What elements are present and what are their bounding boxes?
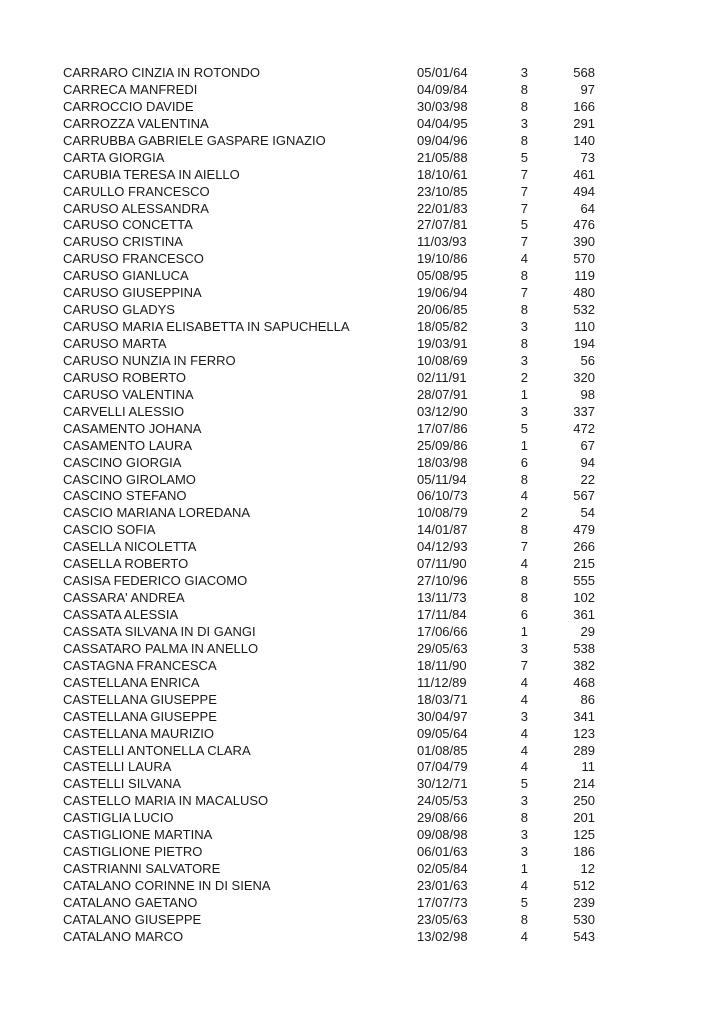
table-row [63, 793, 597, 810]
record-number: 12 [580, 861, 595, 877]
person-name: CASCINO GIROLAMO [63, 471, 196, 487]
person-name: CARUSO ALESSANDRA [63, 200, 209, 216]
table-row [63, 82, 597, 99]
record-number: 382 [573, 657, 595, 673]
person-name: CASTIGLIA LUCIO [63, 810, 174, 826]
table-row [63, 133, 597, 150]
person-name: CARUSO ROBERTO [63, 369, 187, 385]
group-number: 3 [520, 708, 528, 724]
table-row [63, 150, 597, 167]
group-number: 3 [520, 352, 528, 368]
person-name: CASTELLANA MAURIZIO [63, 725, 214, 741]
person-name: CASTELLI LAURA [63, 759, 172, 775]
record-number: 480 [573, 285, 595, 301]
record-number: 64 [580, 200, 595, 216]
record-number: 97 [580, 81, 595, 97]
person-name: CARRECA MANFREDI [63, 81, 198, 97]
birth-date: 18/03/98 [417, 454, 468, 470]
person-name: CASELLA ROBERTO [63, 556, 189, 572]
person-name: CARTA GIORGIA [63, 149, 165, 165]
records-table [63, 65, 597, 946]
table-row [63, 929, 597, 946]
birth-date: 02/11/91 [417, 369, 467, 385]
birth-date: 30/04/97 [417, 708, 468, 724]
group-number: 8 [520, 268, 528, 284]
group-number: 7 [520, 183, 528, 199]
group-number: 6 [520, 454, 528, 470]
person-name: CARUSO GIUSEPPINA [63, 285, 202, 301]
table-row [63, 810, 597, 827]
birth-date: 17/06/66 [417, 623, 468, 639]
record-number: 119 [574, 268, 595, 284]
birth-date: 07/04/79 [417, 759, 468, 775]
table-row [63, 522, 597, 539]
table-row [63, 726, 597, 743]
group-number: 5 [520, 149, 528, 165]
group-number: 7 [520, 657, 528, 673]
table-row [63, 692, 597, 709]
record-number: 567 [573, 488, 595, 504]
table-row [63, 912, 597, 929]
birth-date: 04/12/93 [417, 539, 468, 555]
birth-date: 09/05/64 [417, 725, 468, 741]
birth-date: 30/03/98 [417, 98, 468, 114]
group-number: 7 [520, 539, 528, 555]
record-number: 125 [573, 827, 595, 843]
table-row [63, 285, 597, 302]
group-number: 4 [520, 878, 528, 893]
birth-date: 29/05/63 [417, 640, 468, 656]
birth-date: 18/05/82 [417, 319, 468, 335]
record-number: 239 [573, 894, 595, 910]
person-name: CARUSO CONCETTA [63, 217, 193, 233]
table-row [63, 658, 597, 675]
group-number: 2 [520, 369, 528, 385]
record-number: 289 [573, 742, 595, 758]
table-row [63, 624, 597, 641]
person-name: CASCINO STEFANO [63, 488, 187, 504]
record-number: 538 [573, 640, 595, 656]
group-number: 8 [520, 336, 528, 351]
person-name: CARUSO VALENTINA [63, 386, 194, 402]
group-number: 1 [520, 623, 528, 639]
record-number: 11 [581, 759, 595, 775]
person-name: CARUSO GLADYS [63, 302, 175, 318]
birth-date: 27/10/96 [417, 573, 468, 589]
person-name: CASTELLO MARIA IN MACALUSO [63, 793, 269, 809]
person-name: CASTELLI ANTONELLA CLARA [63, 742, 251, 758]
group-number: 8 [520, 810, 528, 826]
table-row [63, 539, 597, 556]
group-number: 8 [520, 81, 528, 97]
record-number: 341 [573, 708, 595, 724]
group-number: 4 [520, 488, 528, 504]
person-name: CASTIGLIONE MARTINA [63, 827, 213, 843]
birth-date: 10/08/69 [417, 352, 468, 368]
birth-date: 02/05/84 [417, 861, 468, 877]
table-row [63, 573, 597, 590]
record-number: 361 [573, 607, 595, 622]
record-number: 337 [573, 403, 595, 419]
record-number: 291 [573, 115, 595, 131]
person-name: CARUSO GIANLUCA [63, 268, 189, 284]
person-name: CASELLA NICOLETTA [63, 539, 197, 555]
person-name: CATALANO GIUSEPPE [63, 911, 202, 927]
record-number: 479 [573, 522, 595, 538]
person-name: CARUBIA TERESA IN AIELLO [63, 166, 240, 182]
table-row [63, 404, 597, 421]
person-name: CASTRIANNI SALVATORE [63, 861, 221, 877]
group-number: 4 [520, 251, 528, 267]
table-row [63, 167, 597, 184]
record-number: 555 [573, 573, 595, 589]
record-number: 214 [573, 776, 595, 792]
birth-date: 03/12/90 [417, 403, 468, 419]
group-number: 3 [520, 793, 528, 809]
person-name: CASSARA' ANDREA [63, 590, 185, 606]
table-row [63, 336, 597, 353]
record-number: 140 [573, 132, 595, 148]
group-number: 3 [520, 827, 528, 843]
group-number: 4 [520, 742, 528, 758]
person-name: CATALANO GAETANO [63, 894, 198, 910]
record-number: 512 [573, 878, 595, 893]
birth-date: 05/11/94 [417, 471, 467, 487]
person-name: CASTELLANA GIUSEPPE [63, 691, 217, 707]
record-number: 86 [580, 691, 595, 707]
group-number: 3 [520, 115, 528, 131]
birth-date: 17/11/84 [417, 607, 467, 622]
birth-date: 21/05/88 [417, 149, 468, 165]
group-number: 8 [520, 573, 528, 589]
group-number: 8 [520, 522, 528, 538]
person-name: CASTAGNA FRANCESCA [63, 657, 217, 673]
record-number: 54 [580, 505, 595, 521]
birth-date: 13/11/73 [417, 590, 467, 606]
table-row [63, 302, 597, 319]
birth-date: 17/07/73 [417, 894, 468, 910]
birth-date: 11/12/89 [417, 674, 467, 690]
record-number: 532 [573, 302, 595, 318]
table-row [63, 844, 597, 861]
birth-date: 19/03/91 [417, 336, 468, 351]
record-number: 29 [580, 623, 595, 639]
record-number: 461 [573, 166, 595, 182]
group-number: 3 [520, 319, 528, 335]
table-row [63, 251, 597, 268]
birth-date: 23/01/63 [417, 878, 468, 893]
group-number: 4 [520, 759, 528, 775]
table-row [63, 895, 597, 912]
record-number: 22 [580, 471, 595, 487]
table-row [63, 743, 597, 760]
record-number: 73 [580, 149, 595, 165]
birth-date: 14/01/87 [417, 522, 468, 538]
person-name: CASTELLANA ENRICA [63, 674, 200, 690]
birth-date: 23/05/63 [417, 911, 468, 927]
person-name: CASTELLANA GIUSEPPE [63, 708, 217, 724]
person-name: CARUSO MARTA [63, 336, 167, 351]
record-number: 94 [580, 454, 595, 470]
person-name: CASCIO MARIANA LOREDANA [63, 505, 251, 521]
table-row [63, 319, 597, 336]
table-row [63, 878, 597, 895]
record-number: 320 [573, 369, 595, 385]
group-number: 8 [520, 911, 528, 927]
birth-date: 06/01/63 [417, 844, 468, 860]
table-row [63, 709, 597, 726]
table-row [63, 827, 597, 844]
person-name: CARUSO FRANCESCO [63, 251, 204, 267]
birth-date: 23/10/85 [417, 183, 468, 199]
birth-date: 18/03/71 [417, 691, 468, 707]
group-number: 6 [520, 607, 528, 622]
record-number: 530 [573, 911, 595, 927]
birth-date: 19/06/94 [417, 285, 468, 301]
record-number: 186 [573, 844, 595, 860]
group-number: 7 [520, 200, 528, 216]
table-row [63, 759, 597, 776]
birth-date: 18/10/61 [417, 166, 468, 182]
group-number: 5 [520, 420, 528, 436]
birth-date: 17/07/86 [417, 420, 468, 436]
table-row [63, 387, 597, 404]
birth-date: 22/01/83 [417, 200, 468, 216]
table-row [63, 607, 597, 624]
table-row [63, 353, 597, 370]
record-number: 123 [573, 725, 595, 741]
birth-date: 01/08/85 [417, 742, 468, 758]
person-name: CASSATA SILVANA IN DI GANGI [63, 623, 256, 639]
person-name: CARROCCIO DAVIDE [63, 98, 194, 114]
group-number: 4 [520, 928, 528, 944]
group-number: 5 [520, 776, 528, 792]
group-number: 8 [520, 132, 528, 148]
birth-date: 24/05/53 [417, 793, 468, 809]
table-row [63, 505, 597, 522]
table-row [63, 438, 597, 455]
table-row [63, 421, 597, 438]
table-row [63, 99, 597, 116]
person-name: CARUSO CRISTINA [63, 234, 183, 250]
table-row [63, 217, 597, 234]
record-number: 472 [573, 420, 595, 436]
record-number: 543 [573, 928, 595, 944]
person-name: CARUSO MARIA ELISABETTA IN SAPUCHELLA [63, 319, 350, 335]
group-number: 8 [520, 302, 528, 318]
record-number: 166 [573, 98, 595, 114]
person-name: CASCIO SOFIA [63, 522, 156, 538]
record-number: 568 [573, 65, 595, 80]
group-number: 1 [520, 437, 528, 453]
table-row [63, 488, 597, 505]
group-number: 2 [520, 505, 528, 521]
table-row [63, 776, 597, 793]
birth-date: 09/04/96 [417, 132, 468, 148]
birth-date: 25/09/86 [417, 437, 468, 453]
group-number: 3 [520, 65, 528, 80]
record-number: 56 [580, 352, 595, 368]
record-number: 194 [573, 336, 595, 351]
group-number: 3 [520, 403, 528, 419]
person-name: CASCINO GIORGIA [63, 454, 182, 470]
birth-date: 04/04/95 [417, 115, 468, 131]
birth-date: 09/08/98 [417, 827, 468, 843]
group-number: 4 [520, 674, 528, 690]
table-row [63, 116, 597, 133]
birth-date: 13/02/98 [417, 928, 468, 944]
group-number: 5 [520, 894, 528, 910]
table-row [63, 590, 597, 607]
group-number: 8 [520, 471, 528, 487]
person-name: CASTELLI SILVANA [63, 776, 182, 792]
record-number: 266 [573, 539, 595, 555]
group-number: 3 [520, 640, 528, 656]
table-row [63, 268, 597, 285]
person-name: CARRUBBA GABRIELE GASPARE IGNAZIO [63, 132, 326, 148]
record-number: 110 [574, 319, 595, 335]
group-number: 8 [520, 590, 528, 606]
record-number: 476 [573, 217, 595, 233]
birth-date: 04/09/84 [417, 81, 468, 97]
record-number: 102 [573, 590, 595, 606]
table-row [63, 184, 597, 201]
group-number: 1 [520, 386, 528, 402]
table-row [63, 556, 597, 573]
birth-date: 29/08/66 [417, 810, 468, 826]
record-number: 201 [573, 810, 595, 826]
person-name: CARRARO CINZIA IN ROTONDO [63, 65, 260, 80]
person-name: CARROZZA VALENTINA [63, 115, 209, 131]
birth-date: 30/12/71 [417, 776, 468, 792]
group-number: 8 [520, 98, 528, 114]
record-number: 98 [580, 386, 595, 402]
group-number: 4 [520, 556, 528, 572]
table-row [63, 641, 597, 658]
person-name: CATALANO CORINNE IN DI SIENA [63, 878, 271, 893]
record-number: 215 [573, 556, 595, 572]
birth-date: 05/01/64 [417, 65, 468, 80]
table-row [63, 65, 597, 82]
person-name: CASTIGLIONE PIETRO [63, 844, 203, 860]
birth-date: 11/03/93 [417, 234, 467, 250]
birth-date: 10/08/79 [417, 505, 468, 521]
record-number: 67 [580, 437, 595, 453]
group-number: 1 [520, 861, 528, 877]
table-row [63, 370, 597, 387]
person-name: CASAMENTO JOHANA [63, 420, 202, 436]
person-name: CARULLO FRANCESCO [63, 183, 210, 199]
person-name: CATALANO MARCO [63, 928, 184, 944]
group-number: 7 [520, 234, 528, 250]
table-row [63, 455, 597, 472]
person-name: CASSATARO PALMA IN ANELLO [63, 640, 259, 656]
table-row [63, 472, 597, 489]
group-number: 5 [520, 217, 528, 233]
table-row [63, 675, 597, 692]
group-number: 4 [520, 725, 528, 741]
group-number: 3 [520, 844, 528, 860]
birth-date: 20/06/85 [417, 302, 468, 318]
record-number: 494 [573, 183, 595, 199]
record-number: 390 [573, 234, 595, 250]
person-name: CASSATA ALESSIA [63, 607, 179, 622]
record-number: 570 [573, 251, 595, 267]
birth-date: 28/07/91 [417, 386, 468, 402]
birth-date: 18/11/90 [417, 657, 467, 673]
record-number: 250 [573, 793, 595, 809]
birth-date: 19/10/86 [417, 251, 468, 267]
person-name: CARVELLI ALESSIO [63, 403, 185, 419]
group-number: 7 [520, 166, 528, 182]
birth-date: 27/07/81 [417, 217, 468, 233]
person-name: CASAMENTO LAURA [63, 437, 193, 453]
group-number: 7 [520, 285, 528, 301]
table-row [63, 861, 597, 878]
birth-date: 06/10/73 [417, 488, 468, 504]
record-number: 468 [573, 674, 595, 690]
table-row [63, 234, 597, 251]
birth-date: 07/11/90 [417, 556, 467, 572]
group-number: 4 [520, 691, 528, 707]
table-row [63, 201, 597, 218]
birth-date: 05/08/95 [417, 268, 468, 284]
person-name: CARUSO NUNZIA IN FERRO [63, 352, 236, 368]
person-name: CASISA FEDERICO GIACOMO [63, 573, 248, 589]
